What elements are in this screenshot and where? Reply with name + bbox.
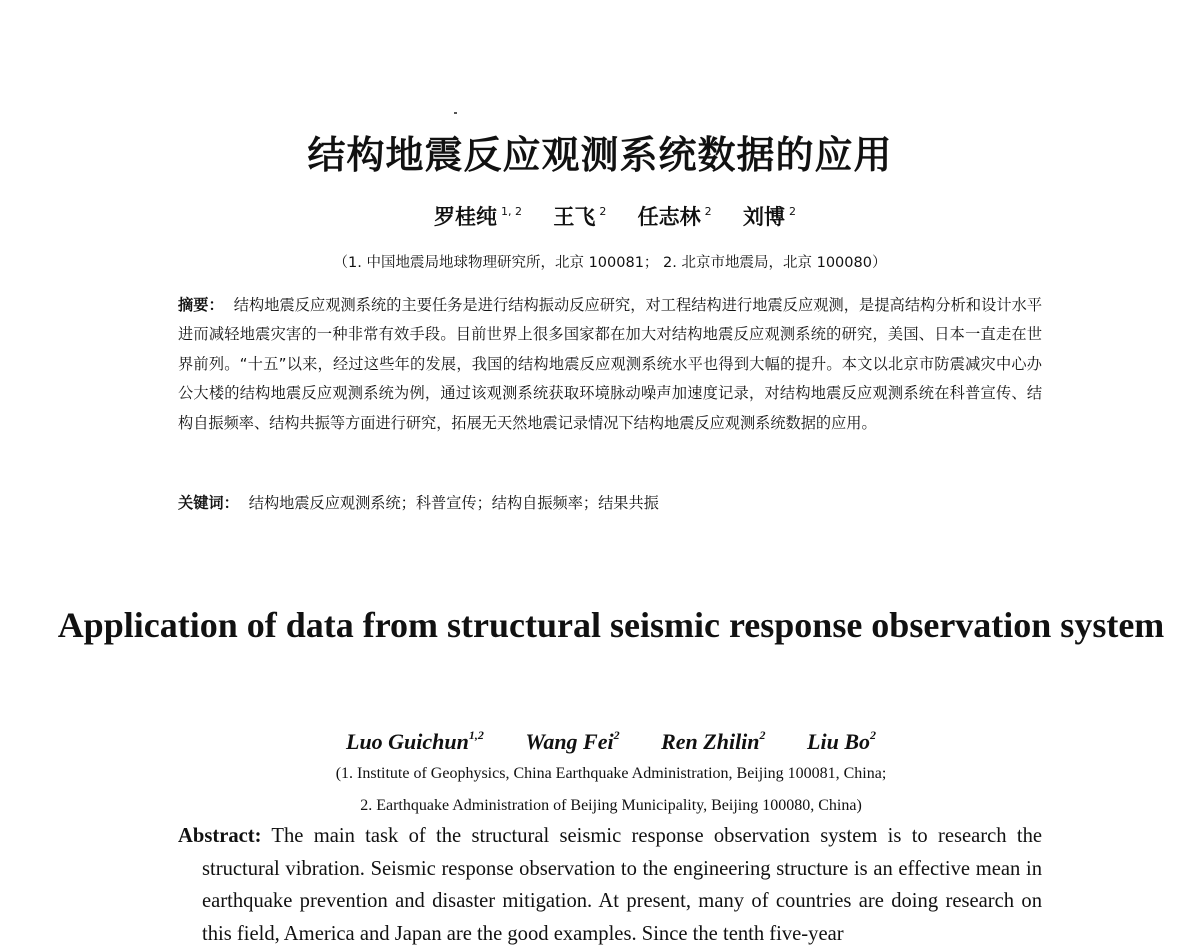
cn-author: 王飞 $^2$ (553, 205, 607, 229)
chinese-authors (0, 197, 1200, 232)
cn-author: 罗桂纯 $^{1, 2}$ (434, 205, 523, 229)
english-affiliation (0, 758, 1200, 822)
cn-author: 任志林 $^2$ (637, 205, 712, 229)
chinese-keywords-label: 关键词： (178, 494, 239, 512)
cn-author: 刘博 $^2$ (742, 205, 796, 229)
en-author: Luo Guichun$^{1,2}$ (346, 728, 484, 754)
chinese-keywords-text: 结构地震反应观测系统；科普宣传；结构自振频率；结果共振 (248, 494, 659, 512)
english-affiliation-1: (1. Institute of Geophysics, China Earthquake Administration, Beijing 100081, China; (335, 765, 887, 782)
english-authors (0, 719, 1200, 758)
english-abstract (178, 820, 1042, 950)
chinese-affiliation: （1. 中国地震局地球物理研究所，北京 100081； 2. 北京市地震局，北京 100080） (333, 255, 887, 271)
chinese-title: 结构地震反应观测系统数据的应用 (307, 133, 893, 177)
english-abstract-label: Abstract: (178, 825, 262, 847)
scan-speck (454, 112, 457, 114)
chinese-abstract-text: 结构地震反应观测系统的主要任务是进行结构振动反应研究，对工程结构进行地震反应观测，是提高结构分析和设计水平进而减轻地震灾害的一种非常有效手段。目前世界上很多国家都在加大对结构地震反应观测系统的研究，美国、日本一直走在世界前列。“十五”以来，经过这些年的发展，我国的结构地震反应观测系统水平也得到大幅的提升。本文以北京市防震减灾中心办公大楼的结构地震反应观测系统为例，通过该观测系统获取环境脉动噪声加速度记录，对结构地震反应观测系统在科普宣传、结构自振频率、结构共振等方面进行研究，拓展无天然地震记录情况下结构地震反应观测系统数据的应用。 (178, 296, 1043, 432)
chinese-keywords (178, 489, 1042, 518)
english-title: Application of data from structural seismic response observation system (57, 605, 1165, 645)
chinese-abstract (178, 291, 1042, 438)
en-author: Liu Bo$^2$ (807, 728, 876, 754)
chinese-abstract-label: 摘要： (178, 296, 224, 314)
en-author: Ren Zhilin$^2$ (661, 728, 766, 754)
english-abstract-text: The main task of the structural seismic response observation system is to research the structural vibration. Seismic response observation to the engineering structure is an effective mean in earthquake prevention and disaster mitigation. At present, many of countries are doing research on this field, America and Japan are the good examples. Since the tenth five-year (202, 825, 1043, 945)
en-author: Wang Fei$^2$ (525, 728, 620, 754)
english-affiliation-2: 2. Earthquake Administration of Beijing Municipality, Beijing 100080, China) (360, 797, 862, 814)
